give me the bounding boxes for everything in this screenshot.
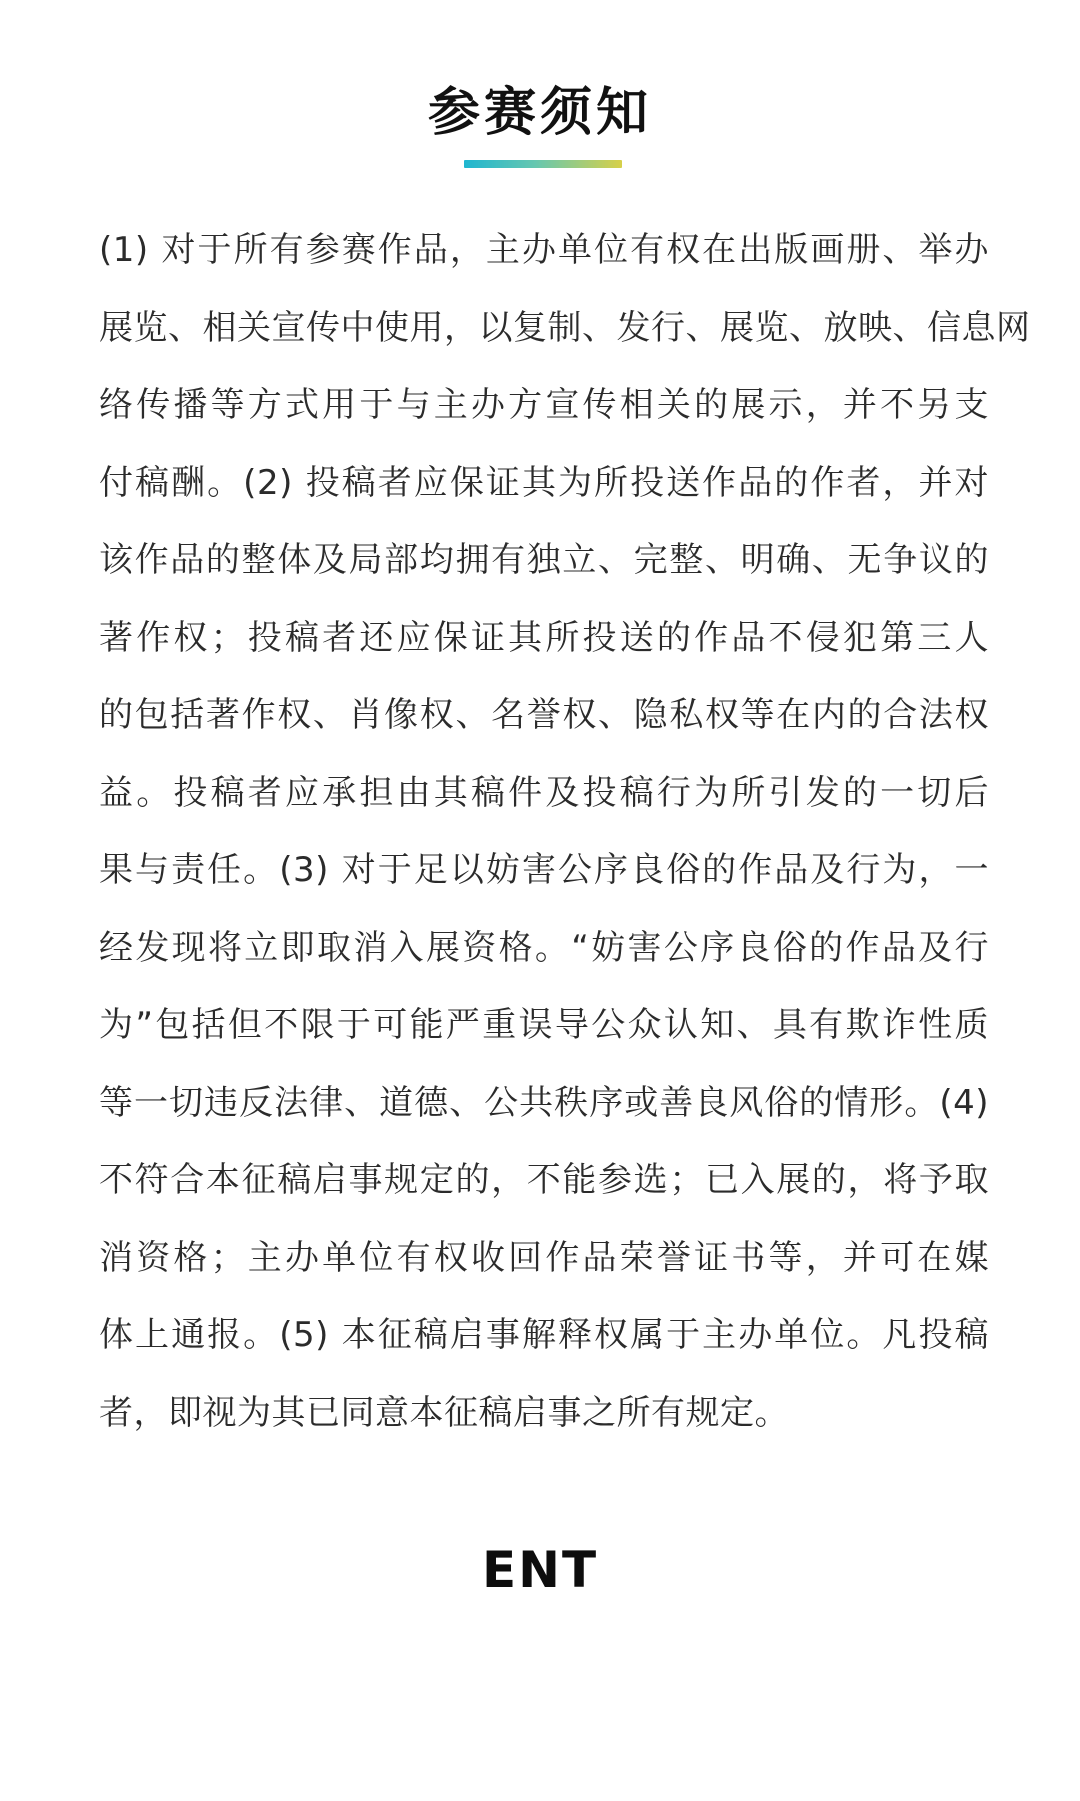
page-title: 参赛须知 [427, 83, 652, 143]
body-line: 不符合本征稿启事规定的，不能参选；已入展的，将予取 [99, 1160, 989, 1200]
body-line: (1) 对于所有参赛作品，主办单位有权在出版画册、举办 [99, 230, 989, 270]
footer-logo: ENT [481, 1541, 599, 1599]
body-line: 等一切违反法律、道德、公共秩序或善良风俗的情形。(4) [99, 1082, 989, 1123]
body-line: 为”包括但不限于可能严重误导公众认知、具有欺诈性质 [99, 1005, 989, 1045]
body-line: 著作权；投稿者还应保证其所投送的作品不侵犯第三人 [99, 617, 989, 658]
body-line: 经发现将立即取消入展资格。“妨害公序良俗的作品及行 [99, 927, 989, 968]
body-line: 消资格；主办单位有权收回作品荣誉证书等，并可在媒 [99, 1237, 989, 1278]
body-line: 的包括著作权、肖像权、名誉权、隐私权等在内的合法权 [99, 695, 989, 735]
body-line: 体上通报。(5) 本征稿启事解释权属于主办单位。凡投稿 [99, 1315, 989, 1355]
body-line: 络传播等方式用于与主办方宣传相关的展示，并不另支 [99, 385, 989, 425]
body-line: 果与责任。(3) 对于足以妨害公序良俗的作品及行为，一 [99, 850, 989, 890]
body-line: 者，即视为其已同意本征稿启事之所有规定。 [99, 1392, 789, 1433]
body-line: 展览、相关宣传中使用，以复制、发行、展览、放映、信息网 [99, 307, 1031, 348]
body-line: 付稿酬。(2) 投稿者应保证其为所投送作品的作者，并对 [99, 462, 989, 503]
body-line: 该作品的整体及局部均拥有独立、完整、明确、无争议的 [99, 540, 989, 580]
notice-body [99, 212, 1031, 1452]
title-underline-divider [464, 160, 622, 168]
body-line: 益。投稿者应承担由其稿件及投稿行为所引发的一切后 [99, 772, 989, 813]
